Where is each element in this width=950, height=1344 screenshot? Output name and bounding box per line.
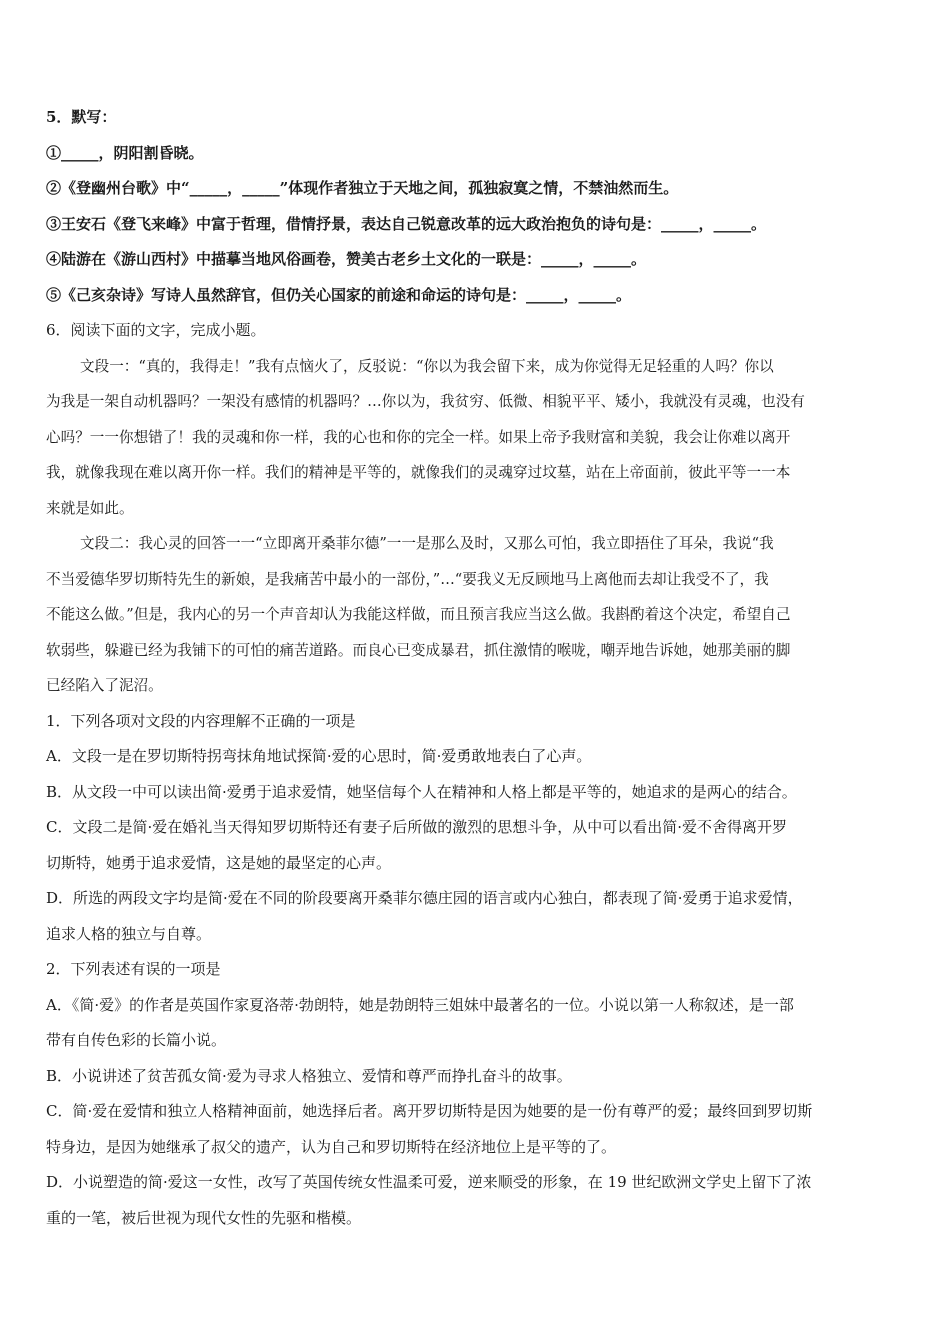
passage-2-line: 文段二：我心灵的回答一一“立即离开桑菲尔德”一一是那么及时，又那么可怕，我立即捂住了耳朵，我说“我 bbox=[80, 535, 774, 552]
document-content bbox=[46, 100, 906, 1236]
passage-2-line: 不能这么做。”但是，我内心的另一个声音却认为我能这样做，而且预言我应当这么做。我斟酌着这个决定，希望自己 bbox=[46, 606, 791, 623]
q5-item-3: ③王安石《登飞来峰》中富于哲理，借情抒景，表达自己锐意改革的远大政治抱负的诗句是：_____，_____。 bbox=[46, 214, 767, 233]
passage-1-line: 来就是如此。 bbox=[46, 499, 134, 517]
sub1-option-d: D．所选的两段文字均是简·爱在不同的阶段要离开桑菲尔德庄园的语言或内心独白，都表现了简·爱勇于追求爱情， bbox=[46, 889, 803, 907]
q5-item-5: ⑤《己亥杂诗》写诗人虽然辞官，但仍关心国家的前途和命运的诗句是：_____，_____。 bbox=[46, 285, 632, 304]
sub-question-2: 2．下列表述有误的一项是 bbox=[46, 960, 221, 978]
passage-1-line: 心吗？一一你想错了！我的灵魂和你一样，我的心也和你的完全一样。如果上帝予我财富和美貌，我会让你难以离开 bbox=[46, 428, 791, 446]
sub1-option-c: C．文段二是简·爱在婚礼当天得知罗切斯特还有妻子后所做的激烈的思想斗争，从中可以看出简·爱不舍得离开罗 bbox=[46, 818, 788, 836]
sub2-option-d: D．小说塑造的简·爱这一女性，改写了英国传统女性温柔可爱，逆来顺受的形象，在 19 世纪欧洲文学史上留下了浓 bbox=[46, 1173, 812, 1191]
sub2-option-c-cont: 特身边，是因为她继承了叔父的遗产，认为自己和罗切斯特在经济地位上是平等的了。 bbox=[46, 1137, 617, 1156]
q5-item-1: ①_____，阴阳割昏晓。 bbox=[46, 143, 204, 162]
sub1-option-d-cont: 追求人格的独立与自尊。 bbox=[46, 924, 212, 943]
sub1-option-a: A．文段一是在罗切斯特拐弯抹角地试探简·爱的心思时，简·爱勇敢地表白了心声。 bbox=[46, 747, 592, 765]
passage-1-line: 文段一：“真的，我得走！”我有点恼火了，反驳说：“你以为我会留下来，成为你觉得无足轻重的人吗？你以 bbox=[80, 357, 774, 375]
sub2-option-a: A．《简·爱》的作者是英国作家夏洛蒂·勃朗特，她是勃朗特三姐妹中最著名的一位。小说以第一人称叙述，是一部 bbox=[46, 995, 794, 1014]
q6-title: 6．阅读下面的文字，完成小题。 bbox=[46, 321, 266, 339]
sub2-option-b: B．小说讲述了贫苦孤女简·爱为寻求人格独立、爱情和尊严而挣扎奋斗的故事。 bbox=[46, 1066, 572, 1085]
sub2-option-c: C．简·爱在爱情和独立人格精神面前，她选择后者。离开罗切斯特是因为她要的是一份有尊严的爱；最终回到罗切斯 bbox=[46, 1102, 813, 1120]
passage-2-line: 不当爱德华罗切斯特先生的新娘，是我痛苦中最小的一部份，”…“要我义无反顾地马上离他而去却让我受不了，我 bbox=[46, 570, 769, 588]
sub1-option-c-cont: 切斯特，她勇于追求爱情，这是她的最坚定的心声。 bbox=[46, 853, 392, 872]
q5-item-2: ②《登幽州台歌》中“_____，_____”体现作者独立于天地之间，孤独寂寞之情，不禁油然而生。 bbox=[46, 179, 679, 197]
passage-1-line: 我，就像我现在难以离开你一样。我们的精神是平等的，就像我们的灵魂穿过坟墓，站在上帝面前，彼此平等一一本 bbox=[46, 464, 791, 481]
sub2-option-a-cont: 带有自传色彩的长篇小说。 bbox=[46, 1031, 227, 1049]
sub1-option-b: B．从文段一中可以读出简·爱勇于追求爱情，她坚信每个人在精神和人格上都是平等的，她追求的是两心的结合。 bbox=[46, 782, 797, 801]
passage-2-line: 已经陷入了泥沼。 bbox=[46, 677, 163, 694]
sub2-option-d-cont: 重的一笔，被后世视为现代女性的先驱和楷模。 bbox=[46, 1208, 362, 1227]
passage-2-line: 软弱些，躲避已经为我铺下的可怕的痛苦道路。而良心已变成暴君，抓住激情的喉咙，嘲弄地告诉她，她那美丽的脚 bbox=[46, 641, 791, 659]
q5-item-4: ④陆游在《游山西村》中描摹当地风俗画卷，赞美古老乡土文化的一联是：_____，_____。 bbox=[46, 250, 647, 268]
passage-1 bbox=[46, 349, 906, 527]
sub-question-1: 1．下列各项对文段的内容理解不正确的一项是 bbox=[46, 711, 356, 730]
passage-2 bbox=[46, 526, 906, 704]
passage-1-line: 为我是一架自动机器吗？一架没有感情的机器吗？…你以为，我贫穷、低微、相貌平平、矮小，我就没有灵魂，也没有 bbox=[46, 393, 805, 410]
q5-title: 5．默写： bbox=[46, 108, 117, 126]
